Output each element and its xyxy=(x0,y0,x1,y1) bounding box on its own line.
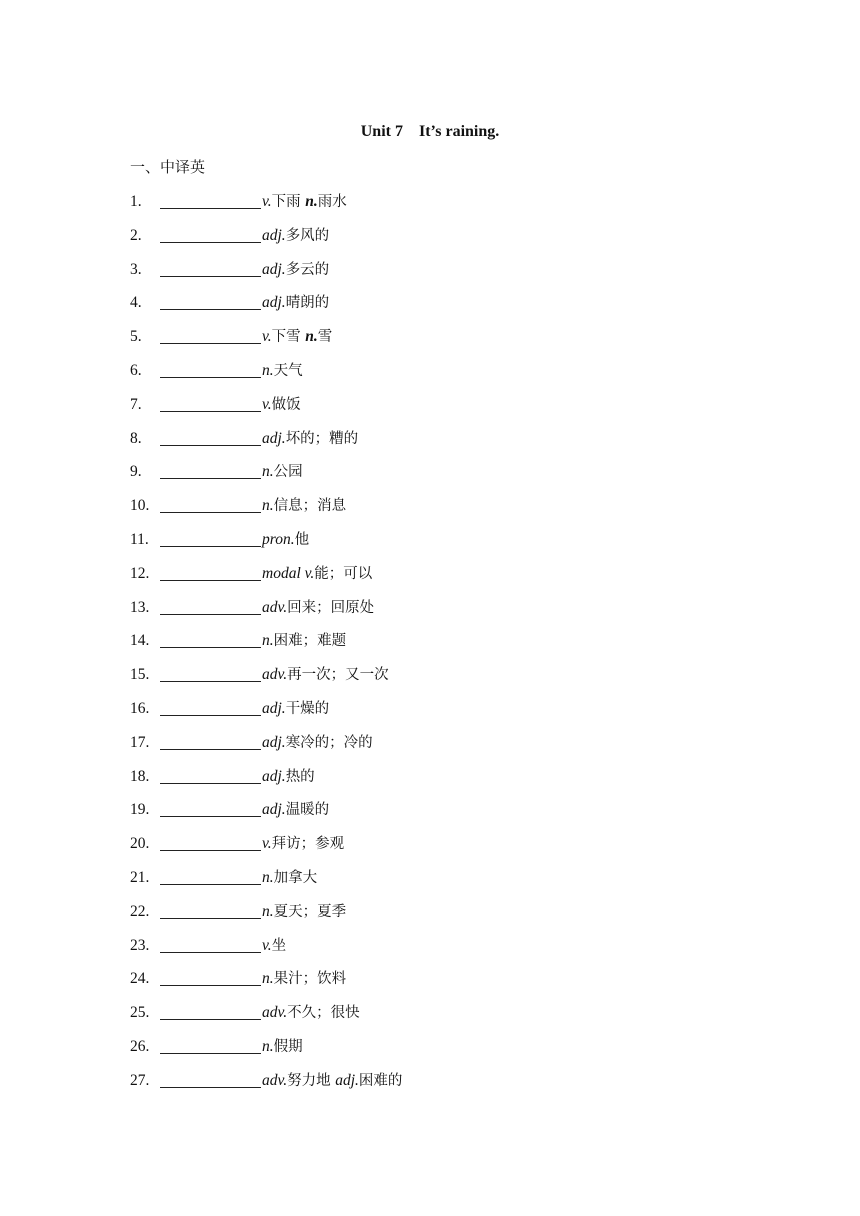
list-item xyxy=(130,799,770,833)
part-of-speech: pron. xyxy=(262,530,295,548)
meaning-text: 再一次；又一次 xyxy=(287,667,389,684)
item-number: 24. xyxy=(130,970,150,988)
meaning-text: 能；可以 xyxy=(314,565,373,582)
list-item xyxy=(130,563,770,597)
meaning-text: 寒冷的；冷的 xyxy=(285,734,373,751)
item-definition xyxy=(262,698,329,720)
vocab-list xyxy=(130,191,770,1104)
answer-blank[interactable] xyxy=(160,918,261,919)
part-of-speech: v. xyxy=(262,835,272,853)
meaning-text: 干燥的 xyxy=(285,700,330,717)
item-definition xyxy=(262,968,346,990)
part-of-speech: adj. xyxy=(262,801,286,819)
item-definition xyxy=(262,1036,303,1058)
list-item xyxy=(130,664,770,698)
list-item xyxy=(130,1036,770,1070)
part-of-speech: v. xyxy=(262,328,272,346)
item-number: 2. xyxy=(130,226,142,244)
answer-blank[interactable] xyxy=(160,985,261,986)
part-of-speech: v. xyxy=(262,193,272,210)
answer-blank[interactable] xyxy=(160,276,261,277)
item-definition xyxy=(262,597,374,619)
item-number: 6. xyxy=(130,361,142,379)
answer-blank[interactable] xyxy=(160,614,261,615)
item-number: 4. xyxy=(130,294,142,312)
part-of-speech: adj. xyxy=(262,260,286,278)
item-number: 13. xyxy=(130,598,150,616)
item-definition xyxy=(262,360,303,382)
item-number: 12. xyxy=(130,564,150,582)
list-item xyxy=(130,326,770,360)
item-definition xyxy=(262,428,358,450)
meaning-text: 坐 xyxy=(271,937,287,954)
meaning-text: 雪 xyxy=(317,329,333,346)
answer-blank[interactable] xyxy=(160,884,261,885)
meaning-text: 假期 xyxy=(273,1038,303,1055)
answer-blank[interactable] xyxy=(160,749,261,750)
item-definition xyxy=(262,394,301,416)
list-item xyxy=(130,495,770,529)
list-item xyxy=(130,394,770,428)
part-of-speech: n. xyxy=(262,463,274,481)
list-item xyxy=(130,225,770,259)
answer-blank[interactable] xyxy=(160,309,261,310)
item-number: 15. xyxy=(130,666,150,684)
meaning-text: 热的 xyxy=(285,768,315,785)
part-of-speech: adv. xyxy=(262,1004,288,1022)
meaning-text: 多风的 xyxy=(285,227,330,244)
list-item xyxy=(130,766,770,800)
meaning-text: 努力地 xyxy=(287,1072,336,1089)
answer-blank[interactable] xyxy=(160,647,261,648)
item-number: 17. xyxy=(130,733,150,751)
meaning-text: 信息；消息 xyxy=(273,498,347,515)
answer-blank[interactable] xyxy=(160,1053,261,1054)
list-item xyxy=(130,191,770,225)
list-item xyxy=(130,461,770,495)
part-of-speech: n. xyxy=(305,328,318,346)
list-item xyxy=(130,1070,770,1104)
list-item xyxy=(130,360,770,394)
meaning-text: 温暖的 xyxy=(285,802,330,819)
list-item xyxy=(130,597,770,631)
item-definition xyxy=(262,259,329,281)
meaning-text: 做饭 xyxy=(271,396,301,413)
meaning-text: 困难；难题 xyxy=(273,633,347,650)
item-definition xyxy=(262,1002,360,1024)
item-number: 19. xyxy=(130,801,150,819)
item-number: 7. xyxy=(130,395,142,413)
answer-blank[interactable] xyxy=(160,1019,261,1020)
meaning-text: 加拿大 xyxy=(273,869,318,886)
list-item xyxy=(130,292,770,326)
part-of-speech: n. xyxy=(262,361,274,379)
part-of-speech: adj. xyxy=(262,733,286,751)
item-definition xyxy=(262,799,329,821)
answer-blank[interactable] xyxy=(160,445,261,446)
item-definition xyxy=(262,833,344,855)
item-definition xyxy=(262,326,332,348)
item-definition xyxy=(262,630,346,652)
meaning-text: 不久；很快 xyxy=(287,1005,360,1022)
item-definition xyxy=(262,867,317,889)
answer-blank[interactable] xyxy=(160,850,261,851)
part-of-speech: adj. xyxy=(262,226,286,244)
list-item xyxy=(130,732,770,766)
answer-blank[interactable] xyxy=(160,580,261,581)
meaning-text: 天气 xyxy=(273,362,303,379)
item-definition xyxy=(262,766,315,788)
item-number: 18. xyxy=(130,767,150,785)
answer-blank[interactable] xyxy=(160,816,261,817)
part-of-speech: adj. xyxy=(262,699,286,717)
answer-blank[interactable] xyxy=(160,377,261,378)
meaning-text: 多云的 xyxy=(285,261,330,278)
list-item xyxy=(130,901,770,935)
part-of-speech: adj. xyxy=(335,1071,359,1089)
meaning-text: 夏天；夏季 xyxy=(273,903,347,920)
item-definition xyxy=(262,495,346,517)
meaning-text: 果汁；饮料 xyxy=(273,971,347,988)
meaning-text: 他 xyxy=(294,531,310,548)
list-item xyxy=(130,867,770,901)
item-definition xyxy=(262,901,346,923)
item-definition xyxy=(262,563,372,585)
list-item xyxy=(130,259,770,293)
part-of-speech: n. xyxy=(262,902,274,920)
answer-blank[interactable] xyxy=(160,343,261,344)
item-number: 3. xyxy=(130,260,142,278)
item-number: 26. xyxy=(130,1037,150,1055)
list-item xyxy=(130,630,770,664)
section-heading: 一、中译英 xyxy=(130,158,206,176)
part-of-speech: adv. xyxy=(262,666,288,684)
item-number: 27. xyxy=(130,1071,150,1089)
part-of-speech: n. xyxy=(262,1037,274,1055)
list-item xyxy=(130,428,770,462)
item-number: 10. xyxy=(130,497,150,515)
meaning-text: 公园 xyxy=(273,464,303,481)
answer-blank[interactable] xyxy=(160,242,261,243)
item-number: 25. xyxy=(130,1004,150,1022)
answer-blank[interactable] xyxy=(160,512,261,513)
list-item xyxy=(130,698,770,732)
answer-blank[interactable] xyxy=(160,681,261,682)
item-number: 11. xyxy=(130,530,149,548)
item-number: 22. xyxy=(130,902,150,920)
answer-blank[interactable] xyxy=(160,952,261,953)
list-item xyxy=(130,833,770,867)
meaning-text: 困难的 xyxy=(358,1072,403,1089)
meaning-text: 下雪 xyxy=(271,329,306,346)
item-number: 16. xyxy=(130,699,150,717)
part-of-speech: n. xyxy=(262,497,274,515)
part-of-speech: n. xyxy=(262,632,274,650)
part-of-speech: n. xyxy=(262,970,274,988)
part-of-speech: v. xyxy=(262,395,272,413)
part-of-speech: adv. xyxy=(262,1071,288,1089)
item-definition xyxy=(262,191,347,213)
meaning-text: 下雨 xyxy=(271,194,306,210)
meaning-text: 回来；回原处 xyxy=(287,599,375,616)
item-number: 8. xyxy=(130,429,142,447)
answer-blank[interactable] xyxy=(160,411,261,412)
part-of-speech: adj. xyxy=(262,767,286,785)
part-of-speech: adv. xyxy=(262,598,288,616)
answer-blank[interactable] xyxy=(160,715,261,716)
page-title: Unit 7 It’s raining. xyxy=(360,123,500,140)
meaning-text: 拜访；参观 xyxy=(271,836,345,853)
meaning-text: 坏的；糟的 xyxy=(285,430,359,447)
list-item xyxy=(130,935,770,969)
list-item xyxy=(130,529,770,563)
item-number: 1. xyxy=(130,193,142,210)
answer-blank[interactable] xyxy=(160,478,261,479)
meaning-text: 雨水 xyxy=(317,194,347,210)
answer-blank[interactable] xyxy=(160,783,261,784)
item-definition xyxy=(262,664,389,686)
part-of-speech: adj. xyxy=(262,429,286,447)
meaning-text: 晴朗的 xyxy=(285,295,330,312)
item-number: 5. xyxy=(130,328,142,346)
answer-blank[interactable] xyxy=(160,546,261,547)
answer-blank[interactable] xyxy=(160,208,261,209)
item-definition xyxy=(262,1070,402,1092)
list-item xyxy=(130,968,770,1002)
part-of-speech: v. xyxy=(262,936,272,954)
item-definition xyxy=(262,935,286,957)
item-number: 14. xyxy=(130,632,150,650)
item-number: 20. xyxy=(130,835,150,853)
item-definition xyxy=(262,292,329,314)
part-of-speech: n. xyxy=(305,193,318,210)
item-definition xyxy=(262,225,329,247)
answer-blank[interactable] xyxy=(160,1087,261,1088)
part-of-speech: n. xyxy=(262,868,274,886)
part-of-speech: adj. xyxy=(262,294,286,312)
part-of-speech: modal v. xyxy=(262,564,315,582)
item-definition xyxy=(262,529,309,551)
item-number: 23. xyxy=(130,936,150,954)
item-number: 21. xyxy=(130,868,150,886)
item-definition xyxy=(262,732,373,754)
item-number: 9. xyxy=(130,463,142,481)
list-item xyxy=(130,1002,770,1036)
item-definition xyxy=(262,461,303,483)
